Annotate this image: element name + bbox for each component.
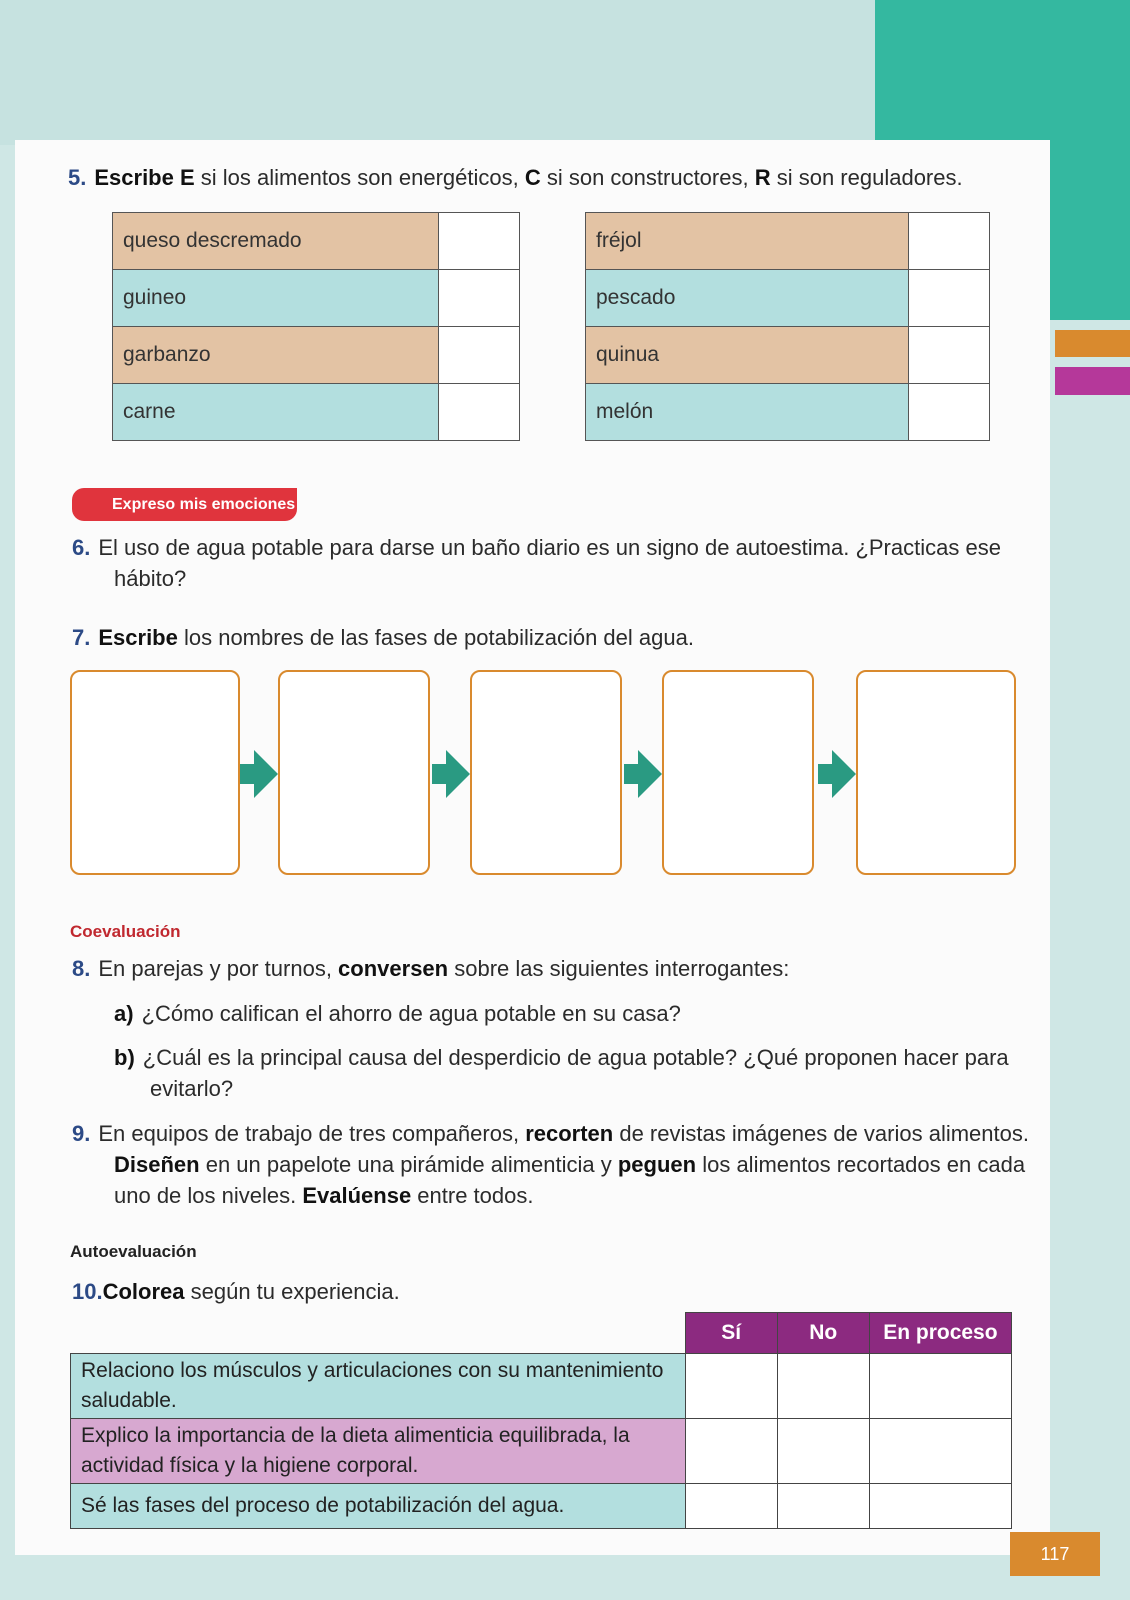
question-7: 7. Escribe los nombres de las fases de potabilización del agua. xyxy=(72,625,694,650)
page-number: 117 xyxy=(1010,1532,1100,1576)
criterion-text: Relaciono los músculos y articulaciones con su mantenimiento saludable. xyxy=(71,1354,686,1419)
column-header: En proceso xyxy=(869,1313,1011,1354)
table-row xyxy=(71,1354,1012,1419)
answer-cell[interactable] xyxy=(439,384,520,441)
phase-box-3[interactable] xyxy=(470,670,622,875)
question-8a: a) ¿Cómo califican el ahorro de agua potable en su casa? xyxy=(114,1001,681,1026)
orange-tab-strip xyxy=(1055,330,1130,357)
table-row xyxy=(586,213,990,270)
table-row xyxy=(586,270,990,327)
answer-cell[interactable] xyxy=(909,384,990,441)
arrow-right-icon xyxy=(624,750,662,798)
table-row xyxy=(586,327,990,384)
phase-box-1[interactable] xyxy=(70,670,240,875)
color-cell-no[interactable] xyxy=(777,1419,869,1484)
table-row xyxy=(113,270,520,327)
food-name: carne xyxy=(113,384,439,441)
food-name: fréjol xyxy=(586,213,909,270)
question-9: 9. En equipos de trabajo de tres compañeros, recorten de revistas imágenes de varios alimentos. Diseñen en un papelote una pirámide alimenticia y peguen los alimentos recortados en cada uno de los niveles. Evalúense entre todos. xyxy=(72,1121,1029,1208)
phase-box-4[interactable] xyxy=(662,670,814,875)
question-10: 10.Colorea según tu experiencia. xyxy=(72,1279,400,1304)
column-header: No xyxy=(777,1313,869,1354)
color-cell-en-proceso[interactable] xyxy=(869,1354,1011,1419)
arrow-right-icon xyxy=(240,750,278,798)
answer-cell[interactable] xyxy=(439,327,520,384)
coevaluation-label: Coevaluación xyxy=(70,922,181,941)
table-row xyxy=(113,213,520,270)
table-row xyxy=(113,327,520,384)
table-row xyxy=(586,384,990,441)
table-row xyxy=(71,1484,1012,1529)
color-cell-en-proceso[interactable] xyxy=(869,1419,1011,1484)
color-cell-en-proceso[interactable] xyxy=(869,1484,1011,1529)
table-row xyxy=(113,384,520,441)
answer-cell[interactable] xyxy=(909,270,990,327)
food-name: quinua xyxy=(586,327,909,384)
criterion-text: Sé las fases del proceso de potabilización del agua. xyxy=(71,1484,686,1529)
color-cell-si[interactable] xyxy=(685,1419,777,1484)
table-row xyxy=(71,1419,1012,1484)
phase-box-5[interactable] xyxy=(856,670,1016,875)
answer-cell[interactable] xyxy=(439,270,520,327)
table-header-row xyxy=(71,1313,1012,1354)
color-cell-no[interactable] xyxy=(777,1484,869,1529)
emotions-section-badge: Expreso mis emociones xyxy=(72,488,297,521)
empty-header xyxy=(71,1313,686,1354)
arrow-right-icon xyxy=(432,750,470,798)
food-name: pescado xyxy=(586,270,909,327)
answer-cell[interactable] xyxy=(909,213,990,270)
self-evaluation-table xyxy=(70,1312,1012,1529)
food-name: queso descremado xyxy=(113,213,439,270)
phase-box-2[interactable] xyxy=(278,670,430,875)
food-table-left xyxy=(112,212,520,441)
question-8: 8. En parejas y por turnos, conversen sobre las siguientes interrogantes: xyxy=(72,956,790,981)
food-name: melón xyxy=(586,384,909,441)
answer-cell[interactable] xyxy=(909,327,990,384)
question-8b: b) ¿Cuál es la principal causa del desperdicio de agua potable? ¿Qué proponen hacer para evitarlo? xyxy=(114,1045,1009,1101)
self-evaluation-label: Autoevaluación xyxy=(70,1242,197,1261)
food-table-right xyxy=(585,212,990,441)
food-name: guineo xyxy=(113,270,439,327)
answer-cell[interactable] xyxy=(439,213,520,270)
column-header: Sí xyxy=(685,1313,777,1354)
food-name: garbanzo xyxy=(113,327,439,384)
question-5: 5. Escribe E si los alimentos son energéticos, C si son constructores, R si son reguladores. xyxy=(68,165,963,190)
color-cell-no[interactable] xyxy=(777,1354,869,1419)
color-cell-si[interactable] xyxy=(685,1484,777,1529)
question-6: 6. El uso de agua potable para darse un baño diario es un signo de autoestima. ¿Practicas ese hábito? xyxy=(72,535,1001,591)
criterion-text: Explico la importancia de la dieta alimenticia equilibrada, la actividad física y la higiene corporal. xyxy=(71,1419,686,1484)
color-cell-si[interactable] xyxy=(685,1354,777,1419)
magenta-tab-strip xyxy=(1055,367,1130,395)
arrow-right-icon xyxy=(818,750,856,798)
